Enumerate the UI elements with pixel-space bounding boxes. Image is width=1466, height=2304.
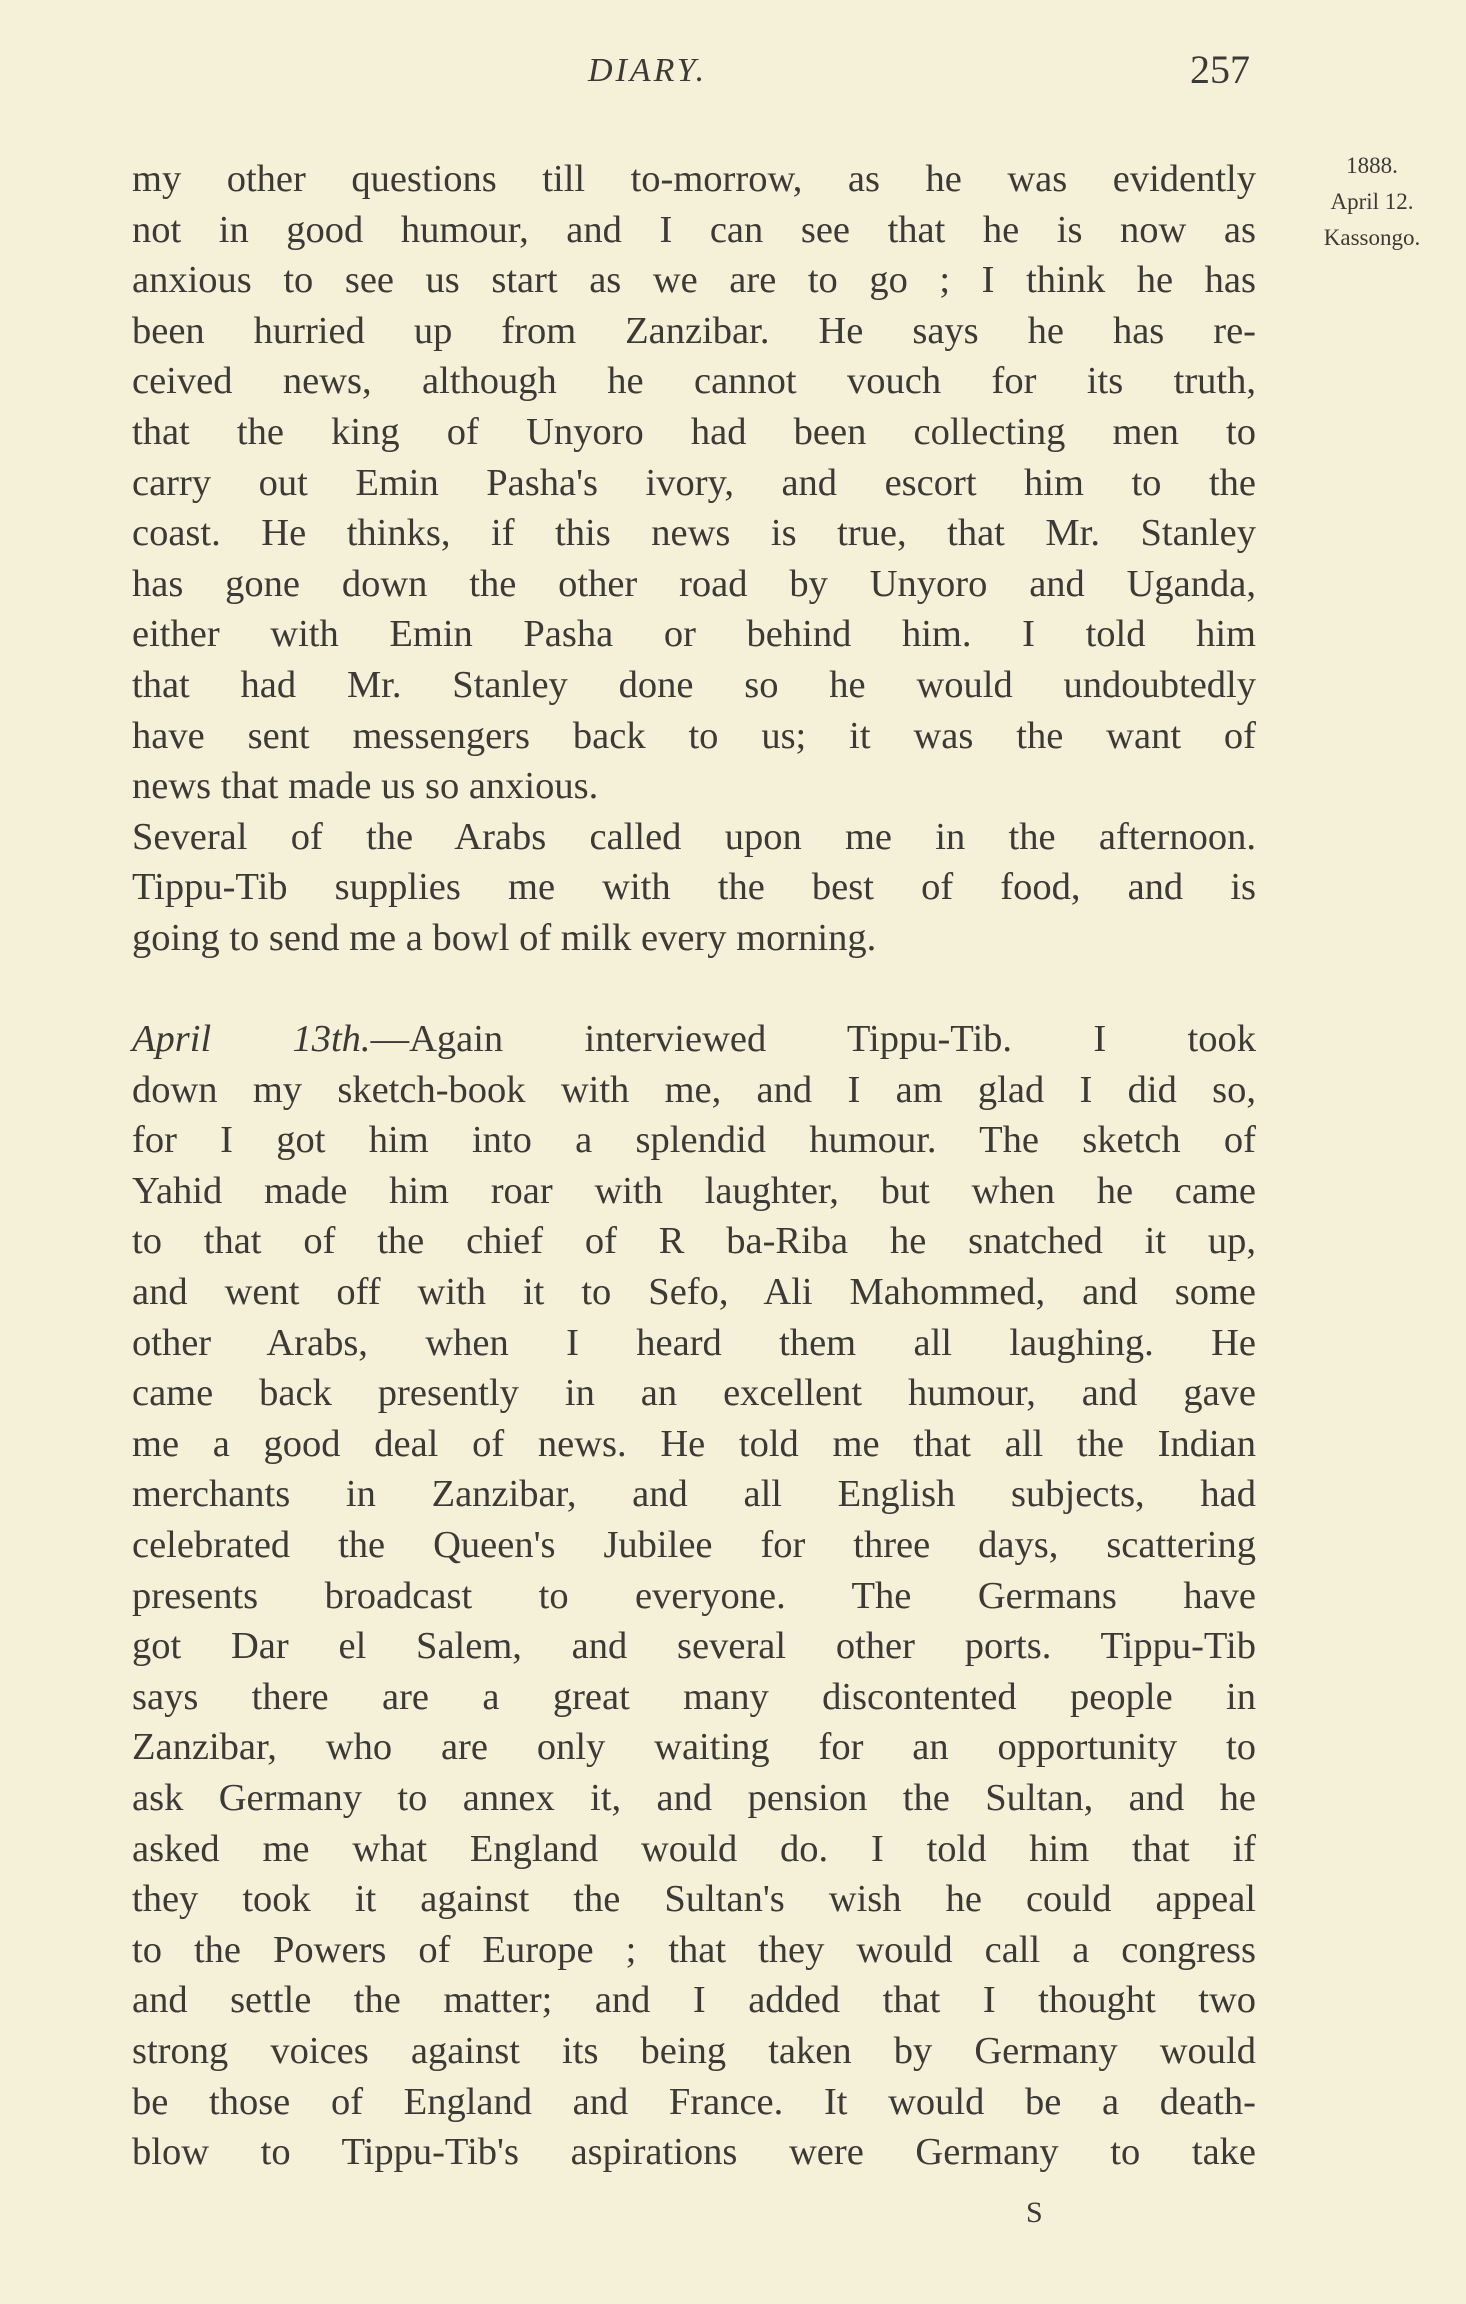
- text-line: to that of the chief of R ba-Riba he snatched it up,: [132, 1220, 1256, 1263]
- text-line: ask Germany to annex it, and pension the Sultan, and he: [132, 1777, 1256, 1819]
- text-line: for I got him into a splendid humour. The sketch of: [132, 1119, 1256, 1162]
- text-line: to the Powers of Europe ; that they would call a congress: [132, 1928, 1256, 1971]
- text-line: Several of the Arabs called upon me in the afternoon.: [132, 815, 1256, 858]
- body-text: [132, 154, 1256, 2178]
- text-line: has gone down the other road by Unyoro and Uganda,: [132, 562, 1256, 605]
- text-line: been hurried up from Zanzibar. He says he has re-: [132, 309, 1256, 352]
- text-line: asked me what England would do. I told him that if: [132, 1827, 1256, 1870]
- text-line: my other questions till to-morrow, as he was evidently: [132, 158, 1256, 200]
- running-head-title: DIARY.: [588, 52, 708, 89]
- text-line: came back presently in an excellent humour, and gave: [132, 1372, 1256, 1415]
- text-line: Tippu-Tib supplies me with the best of food, and is: [132, 866, 1256, 909]
- text-line: Yahid made him roar with laughter, but when he came: [132, 1169, 1256, 1212]
- text-line: and settle the matter; and I added that I thought two: [132, 1979, 1256, 2022]
- text-line: ceived news, although he cannot vouch for its truth,: [132, 360, 1256, 403]
- margin-note-date: April 12.: [1330, 189, 1414, 214]
- margin-note-place: Kassongo.: [1323, 225, 1421, 250]
- text-line: going to send me a bowl of milk every morning.: [132, 916, 877, 959]
- text-line: merchants in Zanzibar, and all English subjects, had: [132, 1473, 1256, 1516]
- text-line: got Dar el Salem, and several other ports. Tippu-Tib: [132, 1625, 1256, 1668]
- text-line: have sent messengers back to us; it was the want of: [132, 714, 1256, 757]
- margin-note-year: 1888.: [1346, 153, 1398, 178]
- text-line: that the king of Unyoro had been collecting men to: [132, 410, 1256, 453]
- text-line: other Arabs, when I heard them all laughing. He: [132, 1321, 1256, 1364]
- paragraph: [132, 812, 1256, 964]
- paragraph: [132, 154, 1256, 812]
- page-number: 257: [1190, 47, 1250, 92]
- date-heading: April 13th.: [132, 1018, 371, 1061]
- text-line: blow to Tippu-Tib's aspirations were Germany to take: [132, 2131, 1256, 2174]
- margin-note: [1282, 148, 1462, 256]
- text-line: carry out Emin Pasha's ivory, and escort him to the: [132, 461, 1256, 504]
- text-line: not in good humour, and I can see that he is now as: [132, 208, 1256, 251]
- text-line: and went off with it to Sefo, Ali Mahommed, and some: [132, 1271, 1256, 1314]
- text-line: Zanzibar, who are only waiting for an opportunity to: [132, 1726, 1256, 1769]
- text-line: presents broadcast to everyone. The Germans have: [132, 1574, 1256, 1617]
- first-line-rest: —Again interviewed Tippu-Tib. I took: [370, 1018, 1256, 1061]
- text-line: down my sketch-book with me, and I am glad I did so,: [132, 1068, 1256, 1111]
- text-line: news that made us so anxious.: [132, 765, 599, 808]
- text-line: me a good deal of news. He told me that all the Indian: [132, 1422, 1256, 1465]
- text-line: that had Mr. Stanley done so he would undoubtedly: [132, 663, 1256, 706]
- text-line: either with Emin Pasha or behind him. I told him: [132, 613, 1256, 656]
- text-line: strong voices against its being taken by Germany would: [132, 2029, 1256, 2072]
- text-line: says there are a great many discontented people in: [132, 1675, 1256, 1718]
- text-line: anxious to see us start as we are to go ; I think he has: [132, 259, 1256, 302]
- text-line: be those of England and France. It would be a death-: [132, 2080, 1256, 2123]
- signature-mark: S: [1026, 2196, 1043, 2229]
- text-line: coast. He thinks, if this news is true, that Mr. Stanley: [132, 512, 1256, 555]
- paragraph: [132, 1014, 1256, 2178]
- text-line: [132, 1014, 1256, 1065]
- text-line: celebrated the Queen's Jubilee for three days, scattering: [132, 1524, 1256, 1567]
- text-line: they took it against the Sultan's wish he could appeal: [132, 1878, 1256, 1921]
